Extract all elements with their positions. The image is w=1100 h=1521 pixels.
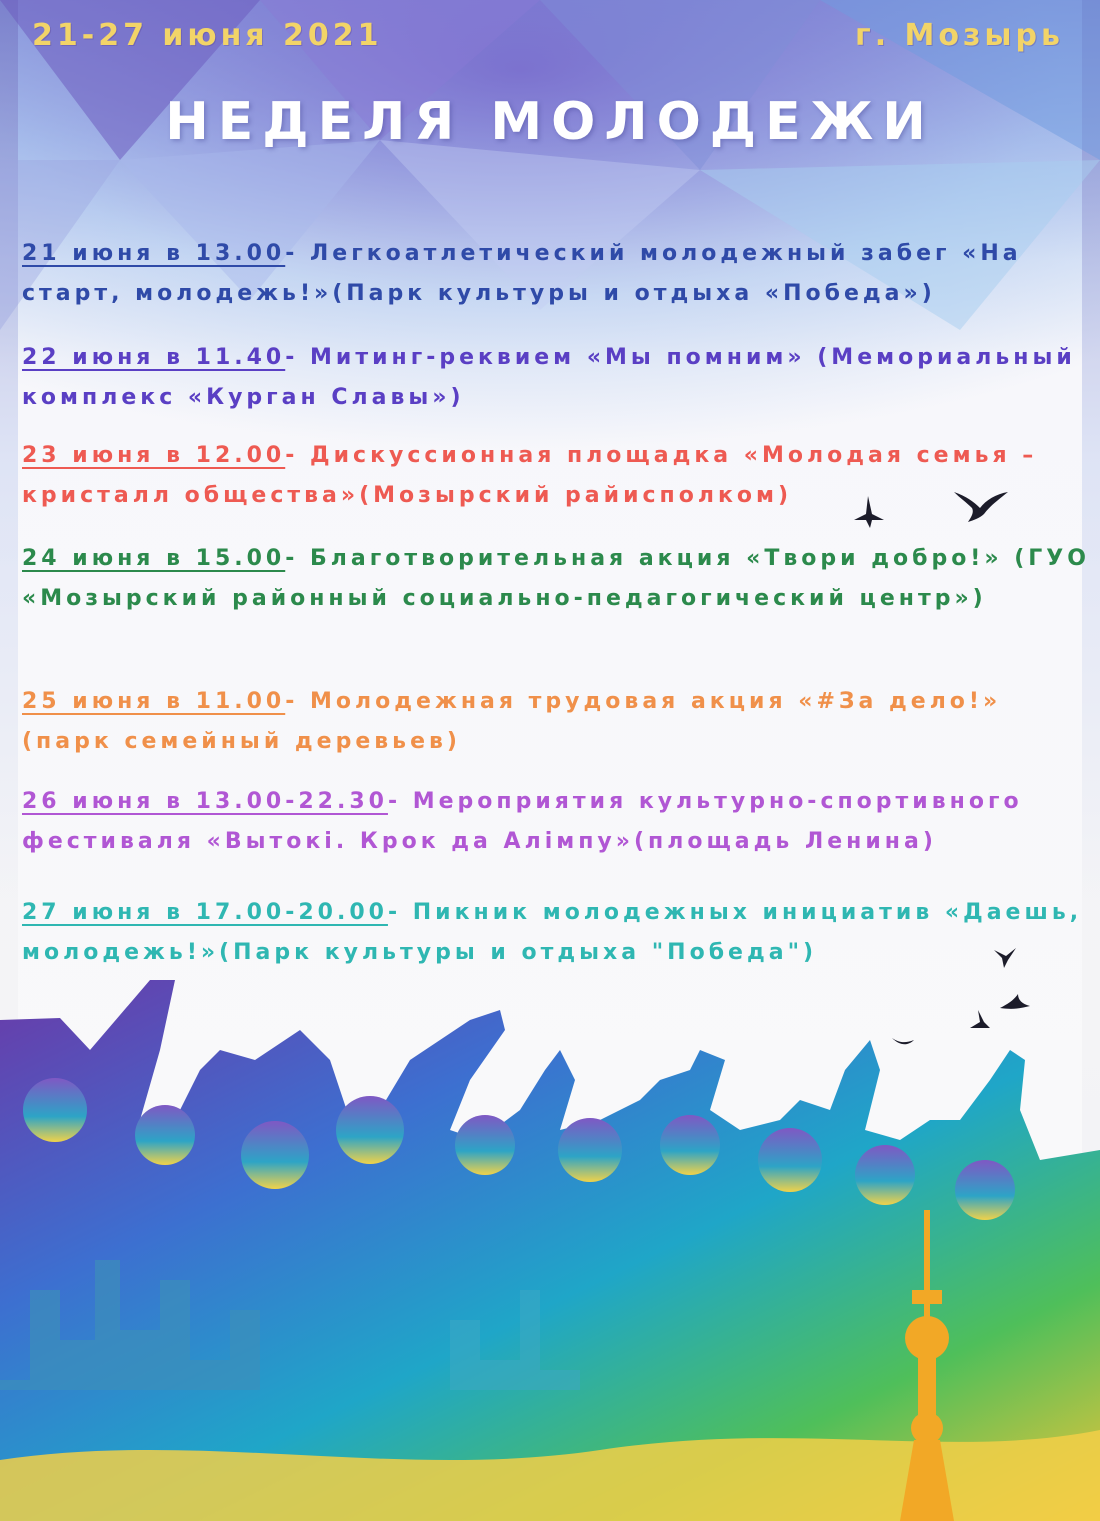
event-date: 23 июня в 12.00 bbox=[22, 443, 286, 468]
event-dates: 21-27 июня 2021 bbox=[32, 18, 383, 53]
poster-title: НЕДЕЛЯ МОЛОДЕЖИ bbox=[165, 92, 935, 152]
bird-icon bbox=[850, 494, 886, 530]
event-item bbox=[22, 234, 1092, 314]
event-item bbox=[22, 682, 1092, 762]
event-description: - Пикник молодежных инициатив «Даешь, молодежь!»(Парк культуры и отдыха "Победа") bbox=[22, 900, 1083, 965]
event-description: - Легкоатлетический молодежный забег «На старт, молодежь!»(Парк культуры и отдыха «Победа») bbox=[22, 241, 1022, 306]
event-date: 24 июня в 15.00 bbox=[22, 546, 286, 571]
bird-icon bbox=[952, 484, 1010, 524]
event-item bbox=[22, 539, 1092, 619]
city-label: г. Мозырь bbox=[855, 18, 1064, 53]
polygon-background bbox=[0, 0, 1100, 380]
event-description: - Митинг-реквием «Мы помним» (Мемориальный комплекс «Курган Славы») bbox=[22, 345, 1076, 410]
event-item bbox=[22, 436, 1092, 516]
event-description: - Мероприятия культурно-спортивного фестиваля «Вытокі. Крок да Алімпу»(площадь Ленина) bbox=[22, 789, 1023, 854]
event-description: - Молодежная трудовая акция «#За дело!» (парк семейный деревьев) bbox=[22, 689, 1002, 754]
crowd-silhouette bbox=[0, 960, 1100, 1521]
event-description: - Благотворительная акция «Твори добро!» (ГУО «Мозырский районный социально-педагогический центр») bbox=[22, 546, 1090, 611]
event-date: 25 июня в 11.00 bbox=[22, 689, 286, 714]
event-date: 26 июня в 13.00-22.30 bbox=[22, 789, 388, 814]
event-date: 27 июня в 17.00-20.00 bbox=[22, 900, 388, 925]
event-description: - Дискуссионная площадка «Молодая семья – кристалл общества»(Мозырский райисполком) bbox=[22, 443, 1038, 508]
event-item bbox=[22, 782, 1092, 862]
event-date: 22 июня в 11.40 bbox=[22, 345, 286, 370]
event-item bbox=[22, 338, 1092, 418]
event-date: 21 июня в 13.00 bbox=[22, 241, 286, 266]
